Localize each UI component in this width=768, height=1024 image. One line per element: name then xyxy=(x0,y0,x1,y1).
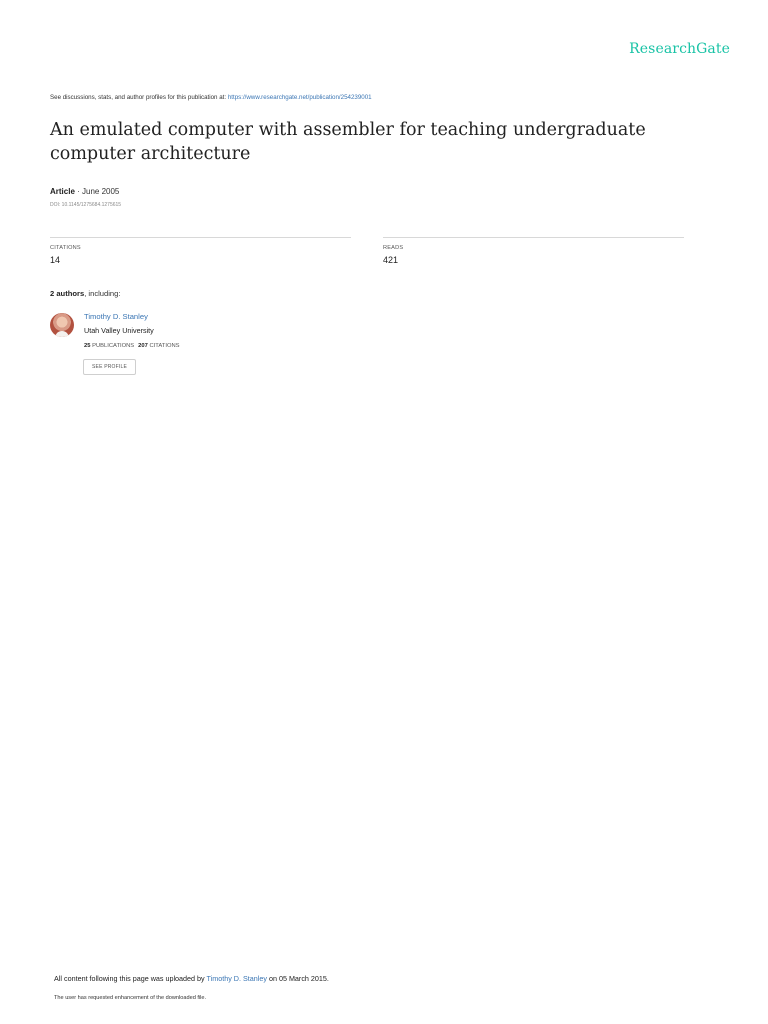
publication-date: · June 2005 xyxy=(74,187,120,196)
publication-type: Article xyxy=(50,187,75,196)
see-line-prefix: See discussions, stats, and author profiles for this publication at: xyxy=(50,94,228,101)
author-publications-label: PUBLICATIONS xyxy=(92,343,135,349)
upload-notice xyxy=(54,974,329,983)
researchgate-logo[interactable]: ResearchGate xyxy=(629,41,730,57)
upload-prefix: All content following this page was uploaded by xyxy=(54,974,207,983)
see-profile-button[interactable]: SEE PROFILE xyxy=(83,359,136,375)
publication-meta xyxy=(50,187,119,196)
author-citations-count: 207 xyxy=(138,343,148,349)
publication-url-link[interactable]: https://www.researchgate.net/publication/254239001 xyxy=(227,94,372,101)
upload-date: on 05 March 2015. xyxy=(266,974,329,983)
enhancement-note: The user has requested enhancement of the downloaded file. xyxy=(54,995,207,1001)
author-stats xyxy=(84,343,180,349)
reads-stat xyxy=(383,237,684,265)
reads-label: READS xyxy=(383,245,404,251)
reads-value: 421 xyxy=(383,255,399,265)
citations-label: CITATIONS xyxy=(50,245,81,251)
citations-stat xyxy=(50,237,351,265)
authors-heading xyxy=(50,289,121,298)
author-affiliation: Utah Valley University xyxy=(84,326,154,335)
publication-title: An emulated computer with assembler for teaching undergraduate computer architecture xyxy=(50,120,646,164)
author-publications-count: 25 xyxy=(84,343,91,349)
publication-source-line xyxy=(50,94,372,101)
author-avatar[interactable] xyxy=(50,313,74,337)
authors-count: 2 authors xyxy=(50,289,85,298)
author-name-link[interactable]: Timothy D. Stanley xyxy=(84,312,148,321)
publication-doi: DOI: 10.1145/1275684.1275615 xyxy=(50,202,122,208)
authors-including: , including: xyxy=(84,289,121,298)
citations-value: 14 xyxy=(50,255,61,265)
uploader-link[interactable]: Timothy D. Stanley xyxy=(206,974,267,983)
author-citations-label: CITATIONS xyxy=(149,343,180,349)
